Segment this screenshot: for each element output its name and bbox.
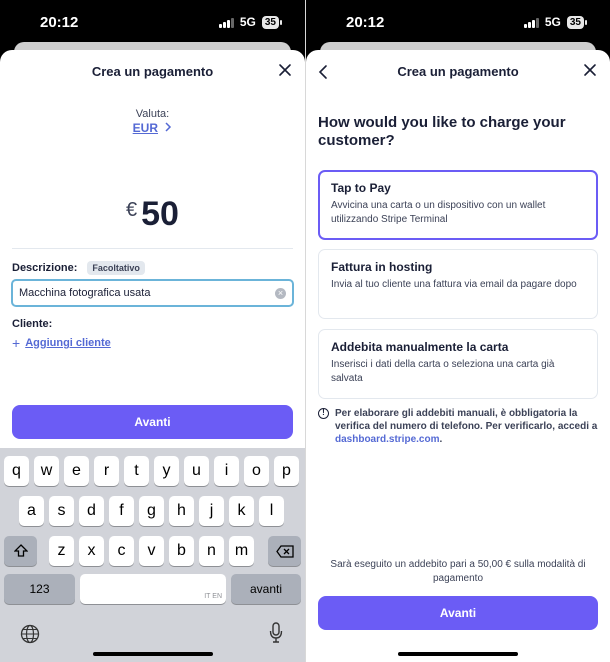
key-n[interactable]: n <box>199 536 224 566</box>
divider <box>12 248 293 249</box>
option-description: Avvicina una carta o un dispositivo con un wallet utilizzando Stripe Terminal <box>331 200 546 225</box>
microphone-icon[interactable] <box>269 622 283 644</box>
key-m[interactable]: m <box>229 536 254 566</box>
keyboard-row-4 <box>0 574 305 604</box>
shift-icon <box>14 544 28 558</box>
key-d[interactable]: d <box>79 496 104 526</box>
status-bar <box>306 0 610 44</box>
keyboard-row-3 <box>0 536 305 566</box>
key-t[interactable]: t <box>124 456 149 486</box>
option-tap-to-pay[interactable] <box>318 170 598 240</box>
network-label: 5G <box>239 15 256 29</box>
customer-label: Cliente: <box>12 318 53 330</box>
add-customer-label: Aggiungi cliente <box>25 337 111 349</box>
key-l[interactable]: l <box>259 496 284 526</box>
currency-selector[interactable] <box>0 121 305 135</box>
description-value: Macchina fotografica usata <box>19 287 151 299</box>
keyboard-row-1 <box>0 456 305 486</box>
key-o[interactable]: o <box>244 456 269 486</box>
next-button[interactable]: Avanti <box>12 405 293 439</box>
key-s[interactable]: s <box>49 496 74 526</box>
amount-value: 50 <box>141 195 179 233</box>
amount-currency: € <box>126 199 138 221</box>
backspace-key[interactable] <box>268 536 301 566</box>
verification-note <box>318 407 600 446</box>
option-hosted-invoice[interactable] <box>318 249 598 319</box>
description-header <box>12 261 145 275</box>
status-time: 20:12 <box>40 14 79 31</box>
signal-icon <box>524 17 539 28</box>
sheet-title: Crea un pagamento <box>91 64 214 79</box>
key-r[interactable]: r <box>94 456 119 486</box>
option-title: Tap to Pay <box>331 181 391 195</box>
key-y[interactable]: y <box>154 456 179 486</box>
next-button[interactable]: Avanti <box>318 596 598 630</box>
key-v[interactable]: v <box>139 536 164 566</box>
description-label: Descrizione: <box>12 262 78 274</box>
key-q[interactable]: q <box>4 456 29 486</box>
network-label: 5G <box>544 15 561 29</box>
question-heading: How would you like to charge your customer? <box>318 114 566 149</box>
key-p[interactable]: p <box>274 456 299 486</box>
keyboard-bottom-bar <box>0 612 305 662</box>
note-end: . <box>439 434 443 445</box>
status-indicators <box>524 15 584 29</box>
key-j[interactable]: j <box>199 496 224 526</box>
key-a[interactable]: a <box>19 496 44 526</box>
option-title: Fattura in hosting <box>331 260 433 274</box>
option-manual-card[interactable] <box>318 329 598 399</box>
key-e[interactable]: e <box>64 456 89 486</box>
key-i[interactable]: i <box>214 456 239 486</box>
key-w[interactable]: w <box>34 456 59 486</box>
key-k[interactable]: k <box>229 496 254 526</box>
status-time: 20:12 <box>346 14 385 31</box>
right-screen <box>305 0 610 662</box>
payment-method-sheet <box>306 50 610 662</box>
chevron-right-icon <box>164 122 172 132</box>
key-z[interactable]: z <box>49 536 74 566</box>
shift-key[interactable] <box>4 536 37 566</box>
keyboard-row-2 <box>0 496 305 526</box>
plus-icon: + <box>12 335 21 351</box>
currency-label: Valuta: <box>135 108 170 120</box>
sheet-title: Crea un pagamento <box>397 64 519 79</box>
keyboard <box>0 448 305 612</box>
clear-icon[interactable]: × <box>275 288 286 299</box>
dashboard-link[interactable]: dashboard.stripe.com <box>335 434 440 445</box>
option-description: Inserisci i dati della carta o seleziona una carta già salvata <box>331 359 555 384</box>
option-title: Addebita manualmente la carta <box>331 340 509 354</box>
key-f[interactable]: f <box>109 496 134 526</box>
add-customer-link[interactable] <box>12 335 111 351</box>
key-h[interactable]: h <box>169 496 194 526</box>
close-icon[interactable] <box>277 62 293 78</box>
numbers-key[interactable]: 123 <box>4 574 75 604</box>
globe-icon[interactable] <box>20 624 40 644</box>
status-bar <box>0 0 305 44</box>
currency-code: EUR <box>132 121 158 135</box>
note-body <box>335 407 600 446</box>
note-text: Per elaborare gli addebiti manuali, è obbligatoria la verifica del numero di telefono. Per verificarlo, accedi a <box>335 408 598 432</box>
close-icon[interactable] <box>582 62 598 78</box>
key-g[interactable]: g <box>139 496 164 526</box>
option-description: Invia al tuo cliente una fattura via email da pagare dopo <box>331 279 577 290</box>
status-indicators <box>219 15 279 29</box>
description-input[interactable] <box>11 279 294 307</box>
space-key[interactable]: IT EN <box>80 574 226 604</box>
signal-icon <box>219 17 234 28</box>
key-u[interactable]: u <box>184 456 209 486</box>
battery-icon: 35 <box>262 16 279 29</box>
amount-display[interactable] <box>0 195 305 234</box>
charge-summary: Sarà eseguito un addebito pari a 50,00 € sulla modalità di pagamento <box>330 559 586 584</box>
home-indicator <box>93 652 213 656</box>
backspace-icon <box>276 545 294 558</box>
key-b[interactable]: b <box>169 536 194 566</box>
battery-icon: 35 <box>567 16 584 29</box>
return-key[interactable]: avanti <box>231 574 301 604</box>
info-icon: ! <box>318 408 329 419</box>
optional-badge: Facoltativo <box>87 261 145 275</box>
key-c[interactable]: c <box>109 536 134 566</box>
home-indicator <box>398 652 518 656</box>
key-x[interactable]: x <box>79 536 104 566</box>
